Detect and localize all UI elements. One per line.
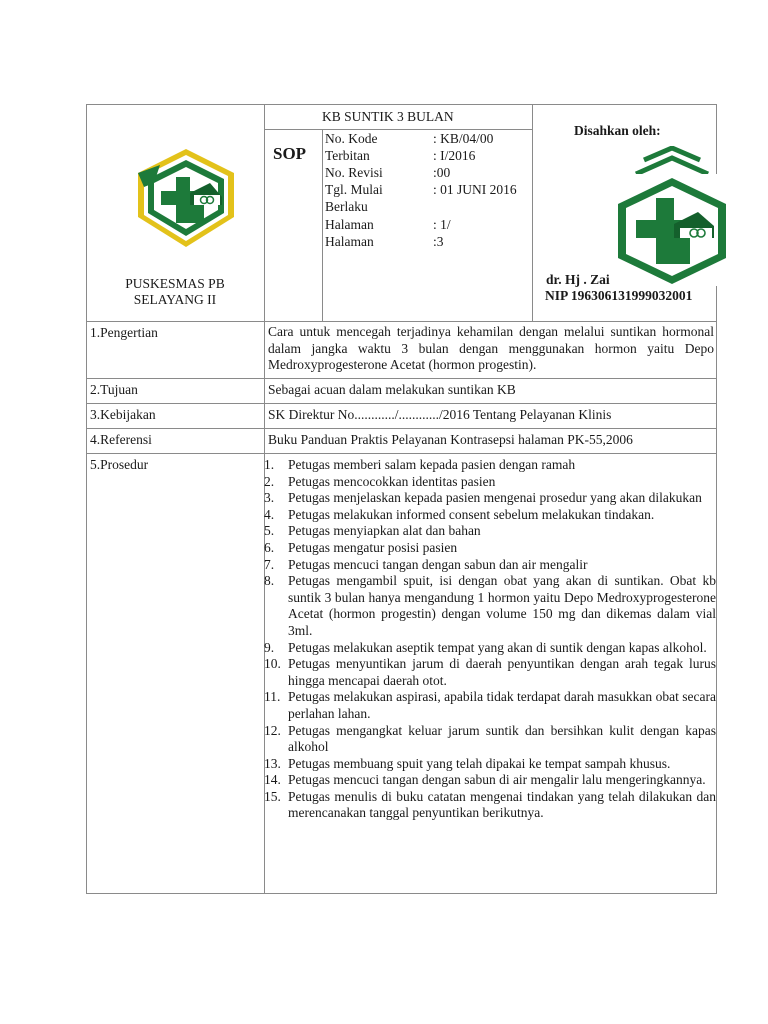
meta-value-revisi: :00 xyxy=(433,165,451,180)
sop-divider xyxy=(322,129,323,322)
kebijakan-text: SK Direktur No............/............/2016 Tentang Pelayanan Klinis xyxy=(268,407,612,422)
row-line-referensi xyxy=(86,428,717,429)
meta-label-kode: No. Kode xyxy=(325,131,378,146)
procedure-step: 4. Petugas melakukan informed consent sebelum melakukan tindakan. xyxy=(264,506,655,522)
procedure-step: 8. Petugas mengambil spuit, isi dengan obat yang akan di suntikan. Obat kb suntik 3 bulan hanya mengandung 1 hormon yaitu Depo Medroxyprogesterone Acetat (hormon progestin) dengan volume 150 mg dan dikemas dalam vial 3ml. xyxy=(264,573,716,638)
meta-label-berlaku: Berlaku xyxy=(325,199,368,214)
sop-label: SOP xyxy=(273,144,307,163)
approval-stamp-logo-icon xyxy=(614,146,730,286)
title-underline xyxy=(264,129,533,130)
table-border-left xyxy=(86,104,87,894)
procedure-step: 15. Petugas menulis di buku catatan mengenai tindakan yang telah dilakukan dan merencanakan tanggal penyuntikan berikutnya. xyxy=(264,788,716,821)
document-title: KB SUNTIK 3 BULAN xyxy=(322,109,454,124)
table-border-top xyxy=(86,104,717,105)
tujuan-text: Sebagai acuan dalam melakukan suntikan KB xyxy=(268,382,516,397)
referensi-text: Buku Panduan Praktis Pelayanan Kontrasepsi halaman PK-55,2006 xyxy=(268,432,633,447)
meta-label-halaman-2: Halaman xyxy=(325,234,374,249)
row-line-prosedur xyxy=(86,453,717,454)
header-bottom xyxy=(86,321,717,322)
procedure-step: 13. Petugas membuang spuit yang telah dipakai ke tempat sampah khusus. xyxy=(264,755,671,771)
procedure-step: 7. Petugas mencuci tangan dengan sabun dan air mengalir xyxy=(264,556,588,572)
organization-name-line1: PUSKESMAS PB xyxy=(125,276,225,291)
procedure-step: 5. Petugas menyiapkan alat dan bahan xyxy=(264,523,481,539)
procedure-step: 10. Petugas menyuntikan jarum di daerah penyuntikan dengan arah tegak lurus hingga mencapai daerah otot. xyxy=(264,656,716,688)
procedure-step: 9. Petugas melakukan aseptik tempat yang akan di suntik dengan kapas alkohol. xyxy=(264,639,707,655)
procedure-step: 6. Petugas mengatur posisi pasien xyxy=(264,539,458,555)
label-tujuan: 2.Tujuan xyxy=(90,382,138,397)
meta-value-halaman-1: : 1/ xyxy=(433,217,451,232)
meta-value-halaman-2: :3 xyxy=(433,234,444,249)
label-pengertian: 1.Pengertian xyxy=(90,325,158,340)
meta-value-kode: : KB/04/00 xyxy=(433,131,494,146)
approval-label: Disahkan oleh: xyxy=(574,123,661,138)
procedure-step: 12. Petugas mengangkat keluar jarum suntik dan bersihkan kulit dengan kapas alkohol xyxy=(264,722,716,755)
meta-label-revisi: No. Revisi xyxy=(325,165,383,180)
label-referensi: 4.Referensi xyxy=(90,432,152,447)
meta-value-terbitan: : I/2016 xyxy=(433,148,476,163)
procedure-step: 14. Petugas mencuci tangan dengan sabun di air mengalir lalu mengeringkannya. xyxy=(264,772,706,788)
meta-value-tgl-mulai: : 01 JUNI 2016 xyxy=(433,182,517,197)
meta-label-tgl-mulai: Tgl. Mulai xyxy=(325,182,383,197)
puskesmas-logo-icon xyxy=(130,143,242,255)
pengertian-text: Cara untuk mencegah terjadinya kehamilan dengan melalui suntikan hormonal dalam jangka waktu 3 bulan dengan menggunakan hormon yaitu Depo Medroxyprogesterone Acetat (hormon progestin). xyxy=(268,324,714,373)
procedure-step: 3. Petugas menjelaskan kepada pasien mengenai prosedur yang akan dilakukan xyxy=(264,490,702,506)
label-prosedur: 5.Prosedur xyxy=(90,457,149,472)
row-line-tujuan xyxy=(86,378,717,379)
procedure-list xyxy=(264,457,716,822)
table-border-bottom xyxy=(86,893,717,894)
organization-name-line2: SELAYANG II xyxy=(133,292,217,307)
header-divider-right xyxy=(532,104,533,322)
signer-nip: NIP 196306131999032001 xyxy=(545,288,693,303)
signer-name: dr. Hj . Zai xyxy=(546,272,610,287)
meta-label-halaman-1: Halaman xyxy=(325,217,374,232)
label-kebijakan: 3.Kebijakan xyxy=(90,407,156,422)
row-line-kebijakan xyxy=(86,403,717,404)
procedure-step: 2. Petugas mencocokkan identitas pasien xyxy=(264,473,496,489)
procedure-step: 1. Petugas memberi salam kepada pasien dengan ramah xyxy=(264,457,576,472)
procedure-step: 11. Petugas melakukan aspirasi, apabila tidak terdapat darah masukkan obat secara perlahan lahan. xyxy=(264,689,716,721)
meta-label-terbitan: Terbitan xyxy=(325,148,370,163)
